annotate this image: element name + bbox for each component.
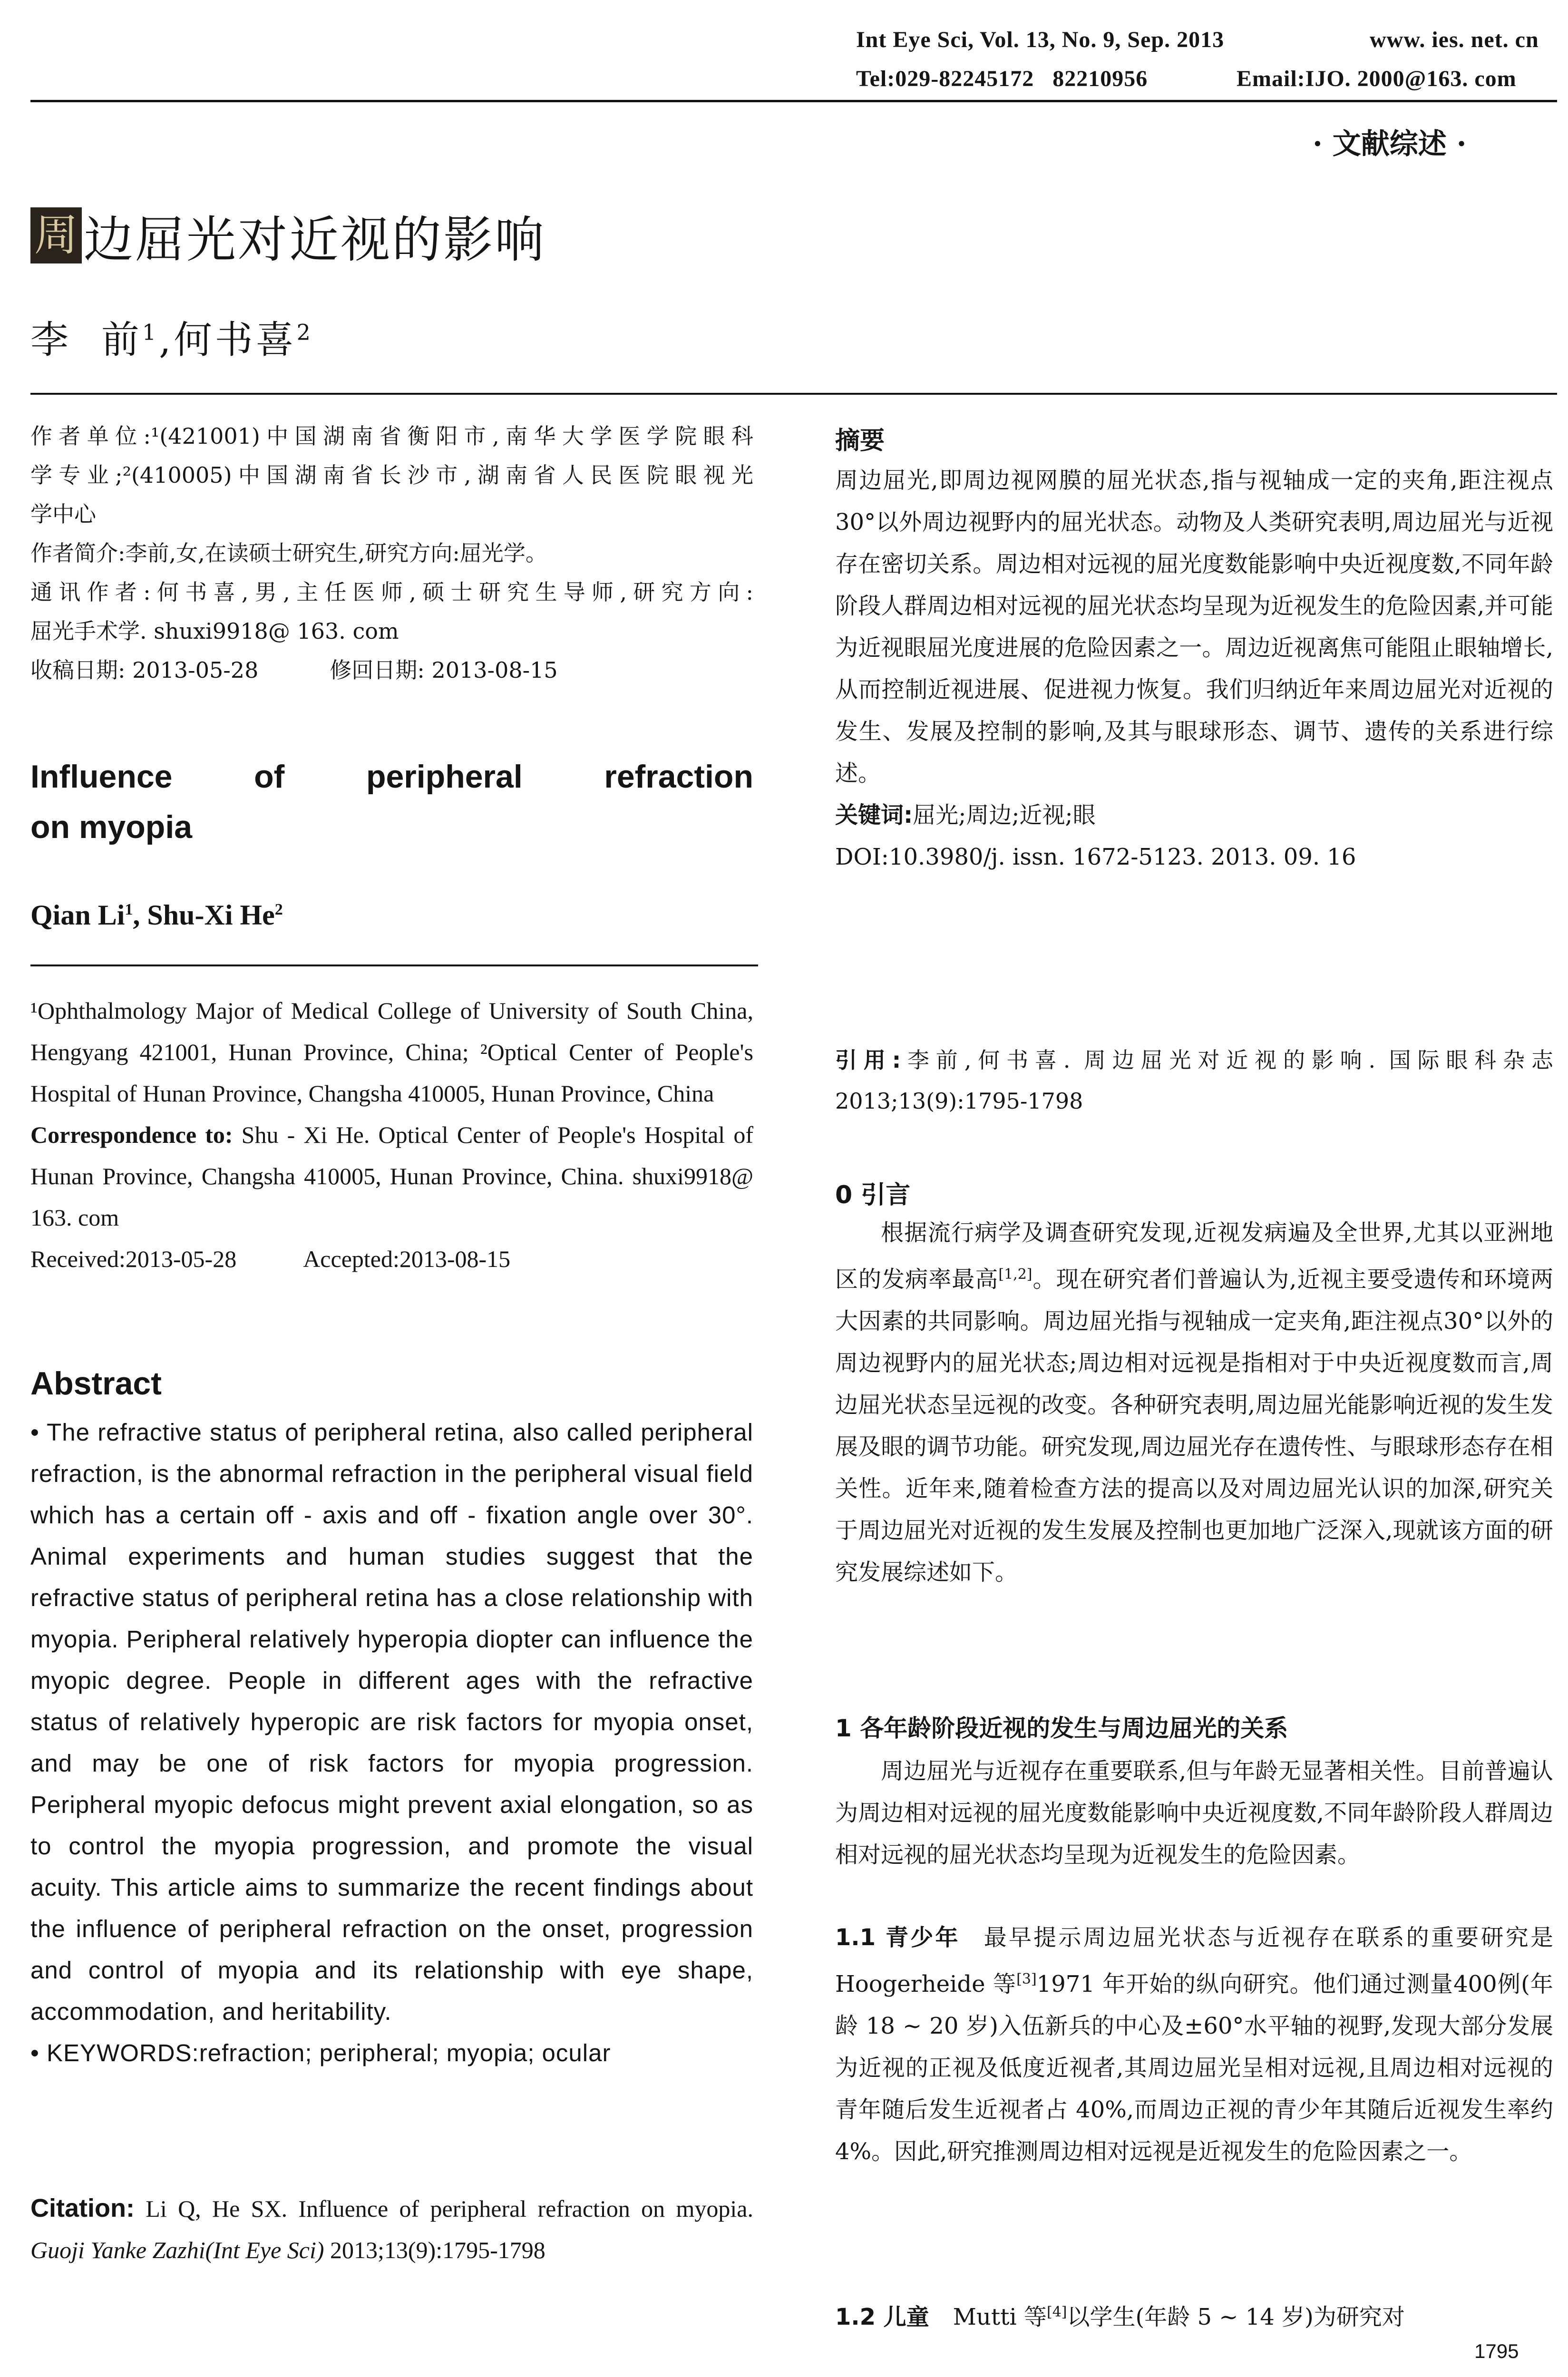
journal-email: Email:IJO. 2000@163. com (1237, 66, 1517, 91)
title-rest: 边屈光对近视的影响 (84, 211, 546, 269)
journal-tel: Tel:029-82245172 82210956 (856, 66, 1148, 91)
journal-website: www. ies. net. cn (1370, 27, 1539, 52)
section-label: · 文献综述 · (1313, 127, 1467, 161)
abstract-en-heading: Abstract (30, 1365, 162, 1402)
section0-heading: 0 引言 (835, 1181, 911, 1209)
page-number: 1795 (1474, 2340, 1519, 2362)
journal-header: Int Eye Sci, Vol. 13, No. 9, Sep. 2013 (856, 27, 1225, 52)
title-first-char: 周 (30, 207, 82, 263)
title-rule (30, 393, 1557, 395)
header-rule (30, 100, 1557, 102)
abstract-en: • The refractive status of peripheral retina, also called peripheral refraction, is the abnormal refraction in the peripheral visual field which has a certain off - axis and off - fixation angle over 30°. Animal experiments and human studies suggest that the refractive status of peripheral retina has a close relationship with myopia. Peripheral relatively hyperopia diopter can influence the myopic degree. People in different ages with the refractive status of relatively hyperopic are risk factors for myopia onset, and may be one of risk factors for myopia progression. Peripheral myopic defocus might prevent axial elongation, so as to control the myopia progression, and promote the visual acuity. This article aims to summarize the recent findings about the influence of peripheral refraction on the onset, progression and control of myopia and its relationship with eye shape, accommodation, and heritability. • KEYWORDS:refraction; peripheral; myopia; ocular (30, 1419, 753, 2066)
affiliation-en: ¹Ophthalmology Major of Medical College of University of South China, Hengyang 421001, Hunan Province, China; ²Optical Center of People's Hospital of Hunan Province, Changsha 410005, Hunan Province, China Correspondence to: Shu - Xi He. Optical Center of People's Hospital of Hunan Province, Changsha 410005, Hunan Province, China. shuxi9918@ 163. com Received:2013-05-28 Accepted:2013-08-15 (30, 997, 753, 1272)
section0-body: 根据流行病学及调查研究发现,近视发病遍及全世界,尤其以亚洲地区的发病率最高[1,2]。现在研究者们普遍认为,近视主要受遗传和环境两大因素的共同影响。周边屈光指与视轴成一定夹角,距注视点30°以外的周边视野内的屈光状态;周边相对远视是指相对于中央近视度数而言,周边屈光状态呈远视的改变。各种研究表明,周边屈光能影响近视的发生发展及眼的调节功能。研究发现,周边屈光存在遗传性、与眼球形态存在相关性。近年来,随着检查方法的提高以及对周边屈光认识的加深,研究关于周边屈光对近视的发生发展及控制也更加地广泛深入,现就该方面的研究发展综述如下。 (835, 1219, 1553, 1586)
authors-en: Qian Li$^1$, Shu-Xi He$^2$ (30, 899, 283, 931)
section1-body: 周边屈光与近视存在重要联系,但与年龄无显著相关性。目前普遍认为周边相对远视的屈光度数能影响中央近视度数,不同年龄阶段人群周边相对远视的屈光状态均呈现为近视发生的危险因素。 (835, 1758, 1553, 1868)
section1-heading: 1 各年龄阶段近视的发生与周边屈光的关系 (835, 1715, 1288, 1742)
citation-en: Citation: Li Q, He SX. Influence of peripheral refraction on myopia. Guoji Yanke Zazhi(Int Eye Sci) 2013;13(9):1795-1798 (30, 2194, 753, 2263)
citation-cn: 引用:李前,何书喜. 周边屈光对近视的影响. 国际眼科杂志 2013;13(9):1795-1798 (835, 1047, 1553, 1114)
section1-2: 1.2 儿童 Mutti 等[4]以学生(年龄 5 ~ 14 岁)为研究对 (835, 2304, 1405, 2330)
title-en: Influence of peripheral refraction on myopia (30, 759, 753, 845)
page-title (30, 200, 546, 271)
section1-1: 1.1 青少年 最早提示周边屈光状态与近视存在联系的重要研究是 Hoogerheide 等[3]1971 年开始的纵向研究。他们通过测量400例(年龄 18 ~ 20 岁)入伍新兵的中心及±60°水平轴的视野,发现大部分发展为近视的正视及低度近视者,其周边屈光呈相对远视,且周边相对远视的青年随后发生近视者占 40%,而周边正视的青少年其随后近视发生率约 4%。因此,研究推测周边相对远视是近视发生的危险因素之一。 (835, 1924, 1553, 2165)
authors-cn: 李 前$^1$,何书喜$^2$ (30, 318, 313, 362)
authors-en-rule (30, 964, 758, 966)
abstract-cn-heading: 摘要 (835, 427, 885, 455)
abstract-cn: 周边屈光,即周边视网膜的屈光状态,指与视轴成一定的夹角,距注视点30°以外周边视野内的屈光状态。动物及人类研究表明,周边屈光与近视存在密切关系。周边相对远视的屈光度数能影响中央近视度数,不同年龄阶段人群周边相对远视的屈光状态均呈现为近视发生的危险因素,并可能为近视眼屈光度进展的危险因素之一。周边近视离焦可能阻止眼轴增长,从而控制近视进展、促进视力恢复。我们归纳近年来周边屈光对近视的发生、发展及控制的影响,及其与眼球形态、调节、遗传的关系进行综述。 关键词:屈光;周边;近视;眼 DOI:10.3980/j. issn. 1672-5123. 2013. 09. 16 (835, 467, 1553, 870)
affiliation-cn: 作者单位:¹(421001)中国湖南省衡阳市,南华大学医学院眼科 学专业;²(410005)中国湖南省长沙市,湖南省人民医院眼视光 学中心 作者简介:李前,女,在读硕士研究生,研究方向:屈光学。 通讯作者:何书喜,男,主任医师,硕士研究生导师,研究方向: 屈光手术学. shuxi9918@ 163. com 收稿日期: 2013-05-28 修回日期: 2013-08-15 (30, 423, 753, 683)
